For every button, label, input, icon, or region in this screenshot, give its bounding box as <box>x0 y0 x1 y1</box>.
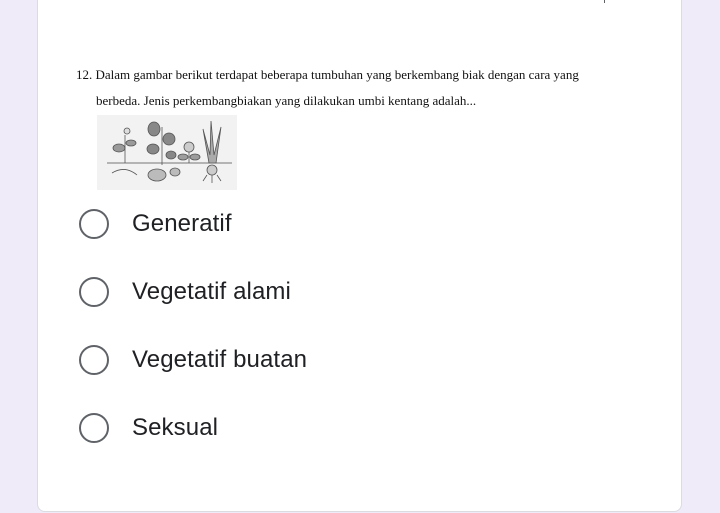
question-text <box>76 62 636 114</box>
option-label: Generatif <box>132 210 232 237</box>
radio-button[interactable] <box>79 345 109 375</box>
question-text-line2: berbeda. Jenis perkembangbiakan yang dilakukan umbi kentang adalah... <box>96 93 477 108</box>
radio-button[interactable] <box>79 413 109 443</box>
option-label: Seksual <box>132 414 219 441</box>
question-text-line1: Dalam gambar berikut terdapat beberapa tumbuhan yang berkembang biak dengan cara yang <box>95 67 579 82</box>
card-divider-mark <box>604 0 605 3</box>
plants-illustration-icon <box>97 115 237 190</box>
option-label: Vegetatif buatan <box>132 346 308 373</box>
question-card <box>37 0 682 512</box>
option-generatif[interactable] <box>78 207 307 241</box>
plants-illustration <box>97 115 237 190</box>
option-seksual[interactable] <box>78 411 307 445</box>
option-label: Vegetatif alami <box>132 278 291 305</box>
answer-options <box>78 207 307 479</box>
question-number: 12. <box>76 67 93 82</box>
option-vegetatif-alami[interactable] <box>78 275 307 309</box>
radio-button[interactable] <box>79 277 109 307</box>
option-vegetatif-buatan[interactable] <box>78 343 307 377</box>
radio-button[interactable] <box>79 209 109 239</box>
